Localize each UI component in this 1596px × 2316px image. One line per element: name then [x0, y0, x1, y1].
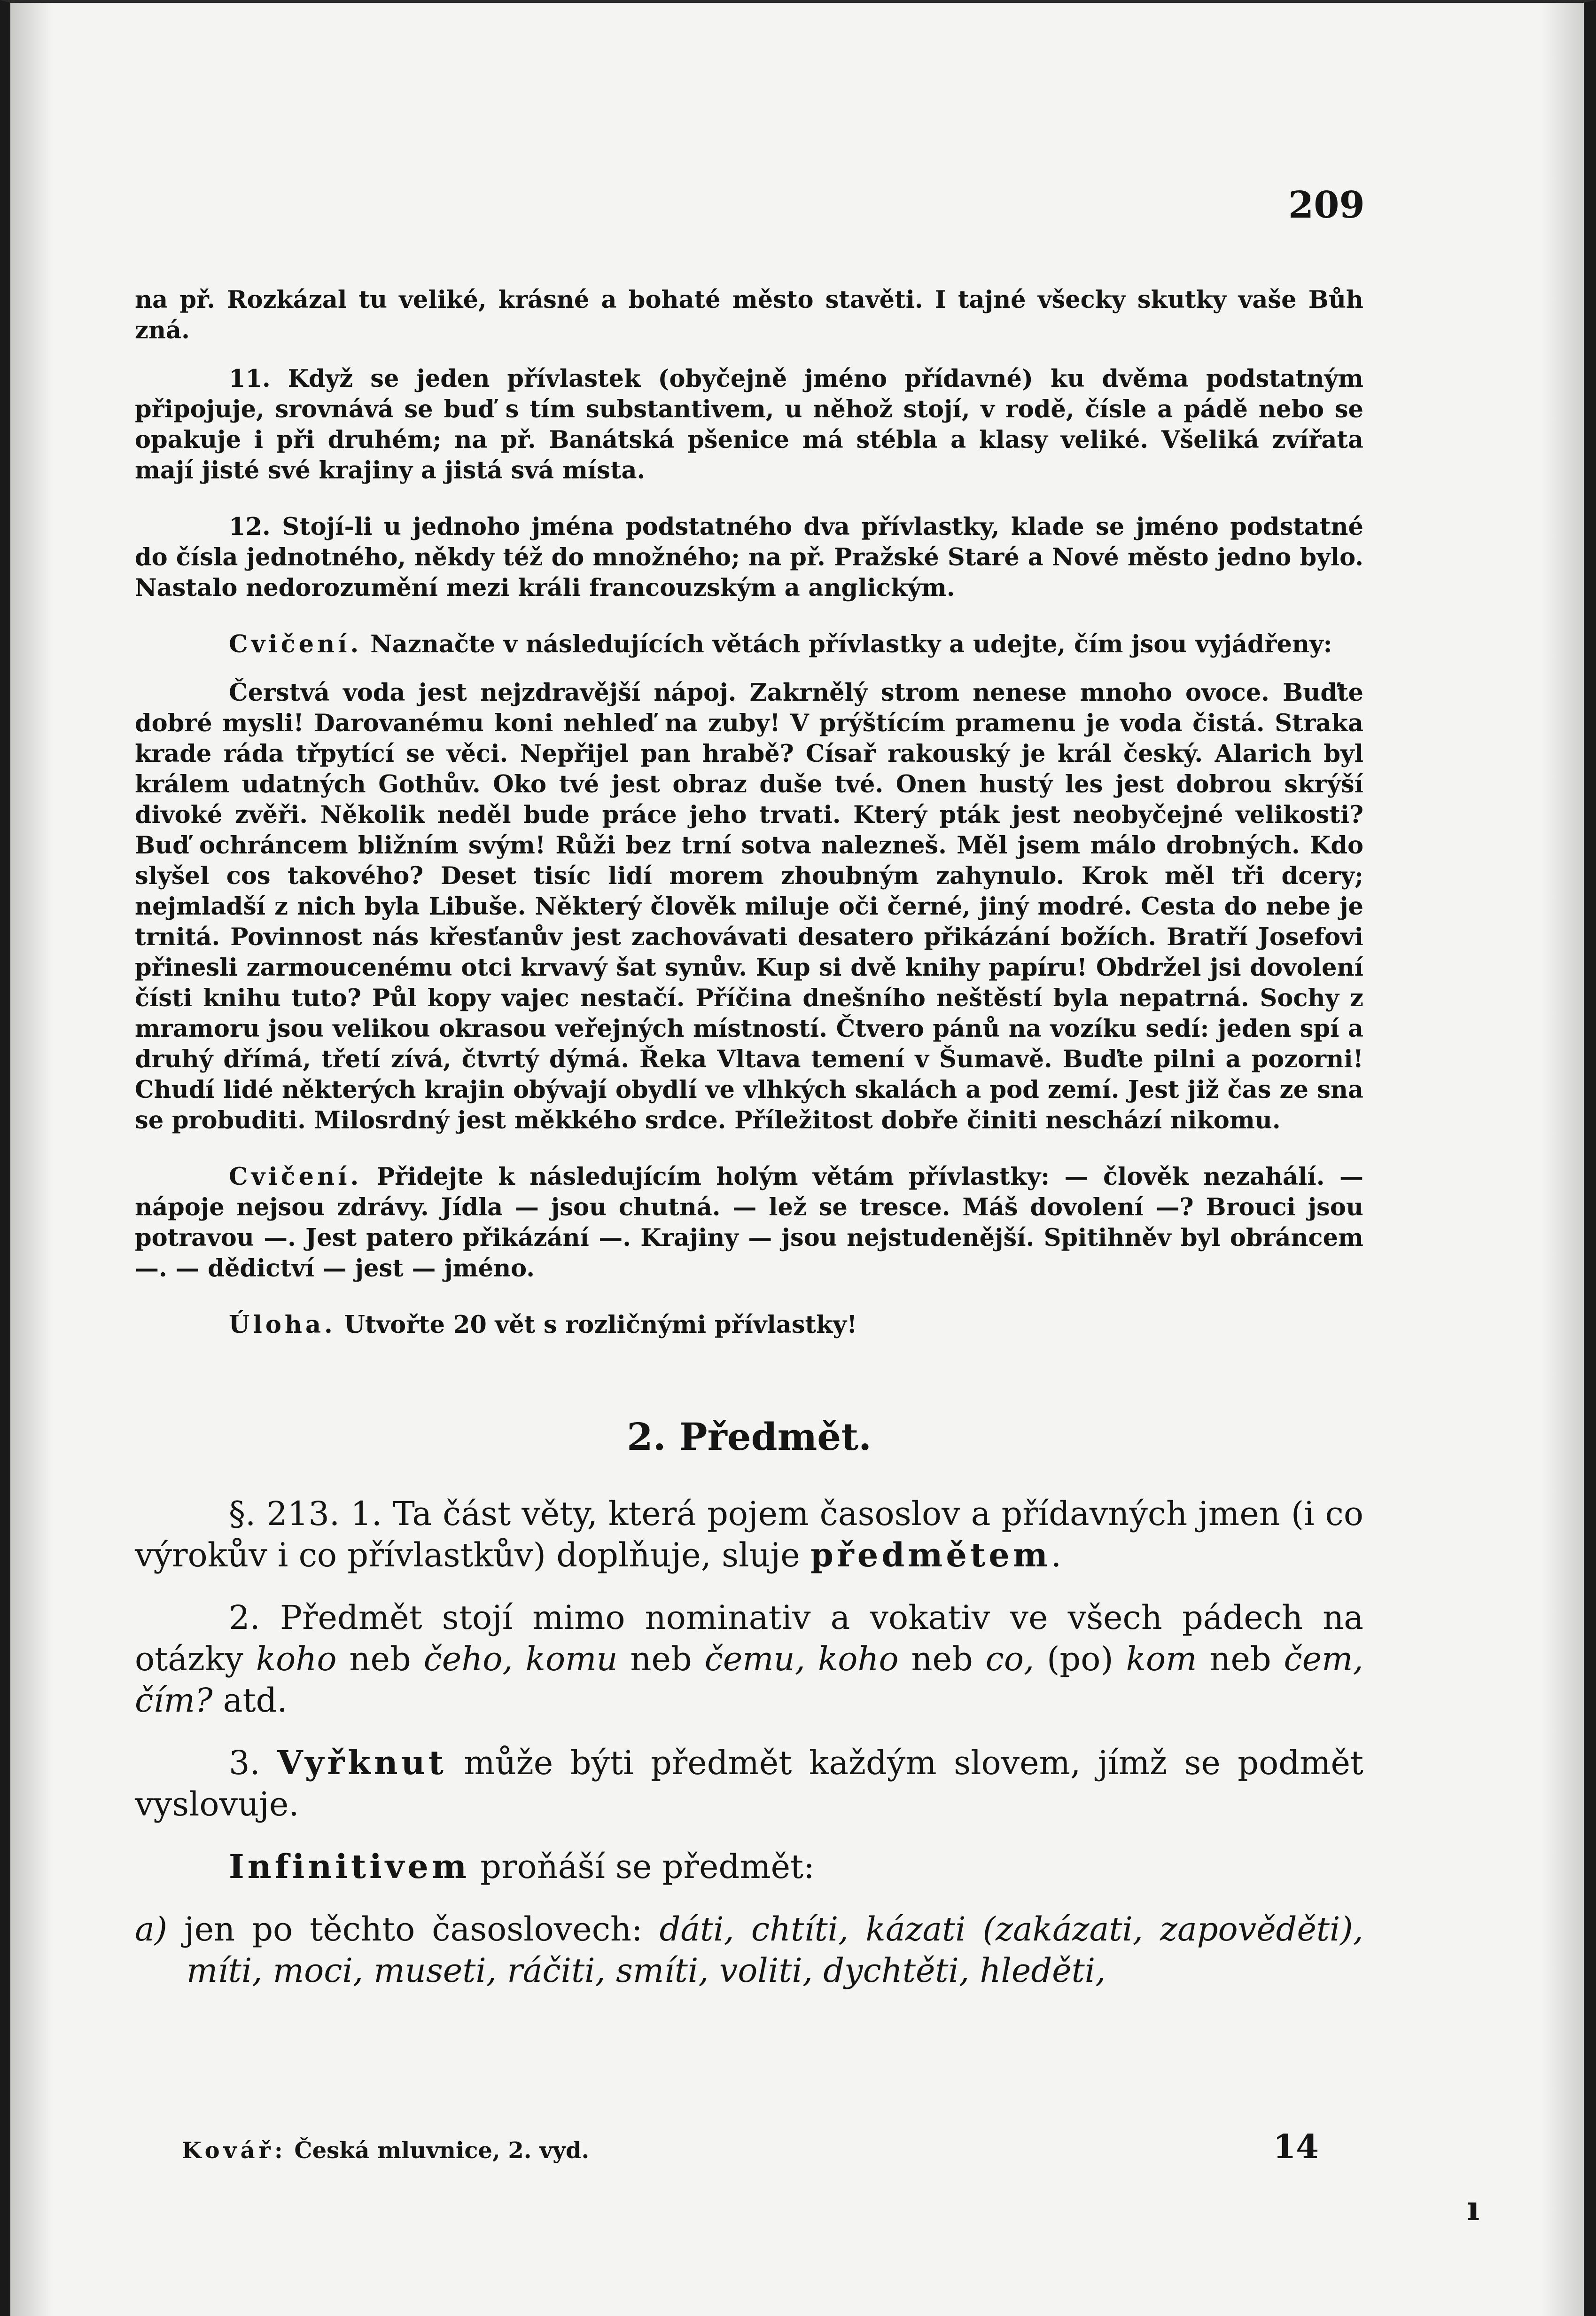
corner-mark: ı [1467, 2188, 1480, 2228]
section-213-term: předmětem [810, 1535, 1051, 1574]
point-3 [135, 1742, 1363, 1825]
task-text: Utvořte 20 vět s rozličnými přívlastky! [344, 1311, 857, 1339]
exercise-2-sentences: — člověk nezahálí. — nápoje nejsou zdrávy. Jídla — jsou chutná. — lež se tresce. Máš dovolení —? Brouci jsou potravou —. Jest patero přikázání —. Krajiny — jsou nejstudenější. Spitihněv byl obráncem —. — dědictví — jest — jméno. [135, 1163, 1363, 1283]
question-cim: čím? [135, 1681, 213, 1720]
section-213-suffix: . [1051, 1536, 1062, 1574]
question-po: (po) [1047, 1640, 1113, 1678]
joiner: neb [630, 1640, 692, 1678]
question-ceho: čeho, [423, 1640, 513, 1678]
task [135, 1310, 1363, 1340]
item-a-verbs: dáti, chtíti, kázati (zakázati, zapověděti), míti, moci, museti, ráčiti, smíti, voliti, dychtěti, hleděti, [187, 1910, 1363, 1990]
joiner: neb [1209, 1640, 1271, 1678]
section-213 [135, 1493, 1363, 1576]
exercise-1-heading [135, 629, 1363, 660]
joiner: neb [349, 1640, 411, 1678]
infinitive-line [135, 1846, 1363, 1887]
task-label: Úloha. [229, 1311, 336, 1339]
question-koho: koho [256, 1640, 337, 1678]
question-co: co, [985, 1640, 1035, 1678]
page-number: 209 [1288, 184, 1365, 227]
section-213-text: §. 213. 1. Ta část věty, která pojem časoslov a přídavných jmen (i co výrokův i co přívlastkův) doplňuje, sluje [135, 1494, 1363, 1574]
point-3-text: může býti předmět každým slovem, jímž se podmět vyslovuje. [135, 1744, 1363, 1823]
exercise-2-label: Cvičení. [229, 1163, 362, 1191]
exercise-2-instruction: Přidejte k následujícím holým větám přívlastky: [376, 1163, 1050, 1191]
paragraph-continuation: na př. Rozkázal tu veliké, krásné a bohaté město stavěti. I tajné všecky skutky vaše Bůh zná. [135, 286, 1363, 344]
exercise-1-label: Cvičení. [229, 630, 362, 658]
point-2 [135, 1597, 1363, 1721]
exercise-1-sentences: Čerstvá voda jest nejzdravější nápoj. Zakrnělý strom nenese mnoho ovoce. Buďte dobré mysli! Darovanému koni nehleď na zuby! V prýštícím pramenu je voda čistá. Straka krade ráda třpytící se věci. Nepřijel pan hrabě? Císař rakouský je král český. Alarich byl králem udatných Gothův. Oko tvé jest obraz duše tvé. Onen hustý les jest dobrou skrýší divoké zvěři. Několik neděl bude práce jeho trvati. Který pták jest neobyčejné velikosti? Buď ochráncem bližním svým! Růži bez trní sotva nalezneš. Měl jsem málo drobných. Kdo slyšel cos takového? Deset tisíc lidí morem zhoubným zahynulo. Krok měl tři dcery; nejmladší z nich byla Libuše. Některý člověk miluje oči černé, jiný modré. Cesta do nebe je trnitá. Povinnost nás křesťanův jest zachovávati desatero přikázání božích. Bratří Josefovi přinesli zarmoucenému otci krvavý šat synův. Kup si dvě knihy papíru! Obdržel jsi dovolení čísti knihu tuto? Půl kopy vajec nestačí. Příčina dnešního neštěstí byla nepatrná. Sochy z mramoru jsou velikou okrasou veřejných místností. Čtvero pánů na vozíku sedí: jeden spí a druhý dřímá, třetí zívá, čtvrtý dýmá. Řeka Vltava temení v Šumavě. Buďte pilni a pozorni! Chudí lidé některých krajin obývají obydlí ve vlhkých skalách a pod zemí. Jest již čas ze sna se probuditi. Milosrdný jest měkkého srdce. Příležitost dobře činiti neschází nikomu. [135, 679, 1363, 1135]
body-text [135, 285, 1363, 1991]
section-heading: 2. Předmět. [627, 1415, 872, 1459]
left-edge-shadow [10, 3, 53, 2316]
point-2-tail: atd. [223, 1681, 288, 1720]
question-koho: koho [817, 1640, 899, 1678]
item-a-lead: jen po těchto časoslovech: [184, 1910, 643, 1948]
infinitive-text: proňáší se předmět: [480, 1847, 815, 1886]
joiner: neb [911, 1640, 973, 1678]
exercise-2 [135, 1162, 1363, 1284]
question-komu: komu [525, 1640, 618, 1678]
paragraph-12: 12. Stojí-li u jednoho jména podstatného dva přívlastky, klade se jméno podstatné do čísla jednotného, někdy též do množného; na př. Pražské Staré a Nové město jedno bylo. Nastalo nedorozumění mezi králi francouzským a anglickým. [135, 513, 1363, 602]
point-2-lead: 2. Předmět stojí mimo nominativ a vokativ ve všech pádech na otázky [135, 1598, 1363, 1678]
footer-author: Kovář: [182, 2137, 287, 2164]
footer-citation [182, 2137, 589, 2164]
point-3-word: Vyřknut [277, 1743, 447, 1782]
point-3-number: 3. [229, 1744, 260, 1782]
page-footer [182, 2127, 1319, 2166]
exercise-1-instruction: Naznačte v následujících větách přívlastky a udejte, čím jsou vyjádřeny: [370, 630, 1332, 658]
question-kom: kom [1126, 1640, 1197, 1678]
infinitive-word: Infinitivem [229, 1847, 470, 1886]
right-edge-shadow [1542, 3, 1584, 2316]
paragraph-11: 11. Když se jeden přívlastek (obyčejně jméno přídavné) ku dvěma podstatným připojuje, srovnává se buď s tím substantivem, u něhož stojí, v rodě, čísle a pádě nebo se opakuje i při druhém; na př. Banátská pšenice má stébla a klasy veliké. Všeliká zvířata mají jisté své krajiny a jistá svá místa. [135, 365, 1363, 485]
footer-title: Česká mluvnice, 2. vyd. [294, 2137, 590, 2164]
question-cem: čem, [1284, 1640, 1363, 1678]
signature-mark: 14 [1273, 2127, 1319, 2166]
item-a [135, 1909, 1363, 1991]
item-a-marker: a) [135, 1910, 168, 1948]
question-cemu: čemu, [704, 1640, 805, 1678]
